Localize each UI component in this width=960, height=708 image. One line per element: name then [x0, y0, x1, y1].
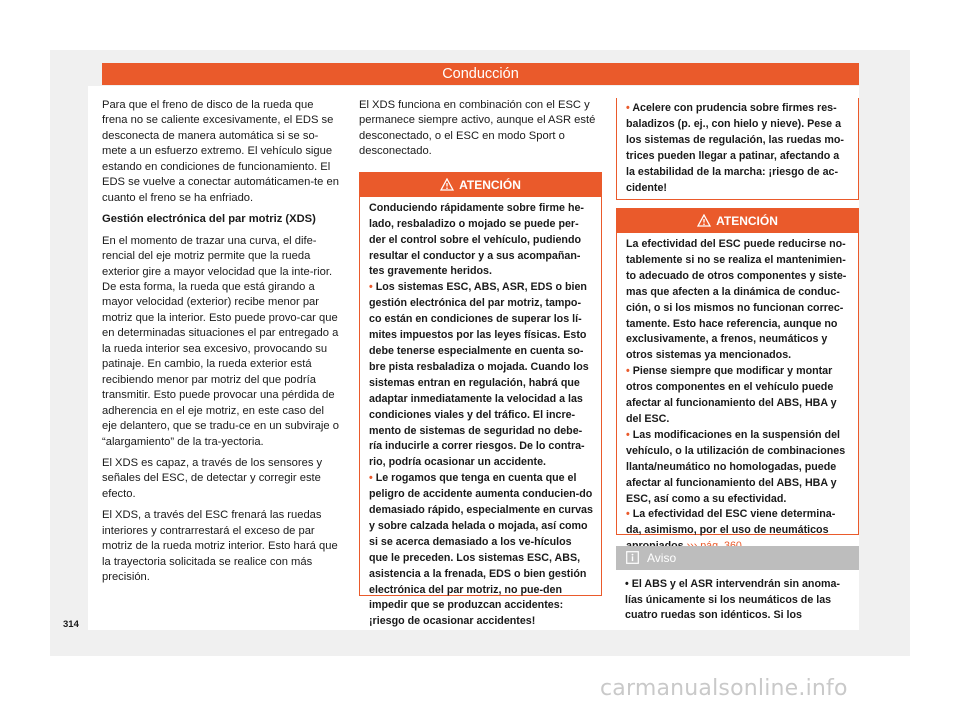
note-text: El ABS y el ASR intervendrán sin anoma-lías únicamente si los neumáticos de las cuatro ruedas son idénticos. Si los — [625, 578, 840, 621]
warning-box-continued — [616, 98, 859, 200]
warning-bullet-text: La efectividad del ESC viene determina-da, asimismo, por el uso de neumáticos — [626, 508, 836, 537]
warning-bullet — [626, 428, 850, 508]
note-box — [616, 546, 859, 630]
paragraph: El XDS es capaz, a través de los sensores y señales del ESC, de detectar y corregir este efecto. — [102, 456, 323, 500]
warning-triangle-icon — [697, 214, 711, 231]
bullet-icon: • — [626, 428, 633, 441]
note-title: Aviso — [647, 551, 677, 565]
warning-text: Conduciendo rápidamente sobre firme he-lado, resbaladizo o mojado se puede per-der el control sobre el vehículo, pudiendo resultar el conductor y a sus acompañan-tes gravemente heridos. — [369, 201, 584, 278]
paragraph: El XDS funciona en combinación con el ESC y permanece siempre activo, aunque el ASR esté desconectado, o el ESC en modo Sport o desconectado. — [359, 99, 596, 158]
warning-bullet-text: Le rogamos que tenga en cuenta que el peligro de accidente aumenta conducien-do demasiado rápido, especialmente en curvas y sobre calzada helada o mojada, así como si se acerca demasiado a los ve-hículos que le preceden. Los sistemas ESC, ABS, asistencia a la frenada, EDS o bien gestión electrónica del par motriz, no pue-den impedir que se produzcan accidentes: ¡riesgo de ocasionar accidentes! — [369, 472, 593, 628]
paragraph: En el momento de trazar una curva, el dife-rencial del eje motriz permite que la rueda exterior gire a mayor velocidad que la inte-rior. De esta forma, la rueda que está girando a mayor velocidad (exterior) recibe menor par motriz que la interior. Esto puede provo-car que en determinadas situaciones el par entregado a la rueda interior sea excesivo, provocando su patinaje. En cambio, la rueda exterior está recibiendo menor par motriz del que podría transmitir. Esto puede provocar una pérdida de adherencia en el eje motriz, en este caso del eje delantero, que se tradu-ce en un subviraje o “alargamiento” de la tra-yectoria. — [102, 234, 339, 448]
warning-triangle-icon — [440, 178, 454, 195]
bullet-icon: • — [369, 281, 376, 294]
warning-bullet-text: Las modificaciones en la suspensión del vehículo, o la utilización de combinaciones llanta/neumático no homologadas, puede afectar al funcionamiento del ABS, HBA y ESC, así como a su efectividad. — [626, 428, 846, 505]
bullet-icon: • — [625, 578, 632, 590]
bullet-icon: • — [626, 508, 633, 521]
warning-bullet-text: Acelere con prudencia sobre firmes res-baladizos (p. ej., con hielo y nieve). Pese a los sistemas de regulación, las ruedas mo-trices pueden llegar a patinar, afectando a la estabilidad de la marcha: ¡riesgo de ac-cidente! — [626, 102, 844, 194]
warning-bullet — [626, 364, 850, 428]
bullet-icon: • — [626, 102, 633, 114]
warning-body — [617, 98, 858, 202]
warning-bullet-text: Los sistemas ESC, ABS, ASR, EDS o bien gestión electrónica del par motriz, tampo-co están en condiciones de superar los lí-mites impuestos por las leyes físicas. Esto debe tenerse especialmente en cuenta so-bre pista resbaladiza o mojada. Cuando los sistemas entran en regulación, habrá que adaptar inmediatamente la velocidad a las condiciones viales y del tráfico. El incre-mento de sistemas de seguridad no debe-ría inducirle a correr riesgos. De lo contra-rio, podría ocasionar un accidente. — [369, 281, 589, 469]
paragraph: El XDS, a través del ESC frenará las ruedas interiores y contrarrestará el exceso de par motriz de la rueda motriz interior. Esto hará que la trayectoria solicitada se realice con más precisión. — [102, 509, 338, 584]
warning-title: ATENCIÓN — [716, 214, 778, 228]
note-body — [616, 570, 859, 631]
warning-body — [360, 197, 601, 636]
column-right — [616, 98, 859, 535]
bullet-icon: • — [626, 365, 633, 378]
paragraph: Para que el freno de disco de la rueda que frena no se caliente excesivamente, el EDS se desconecta de manera automática si se so-mete a un esfuerzo extremo. El vehículo sigue estando en condiciones de funcionamiento. El EDS se vuelve a conectar automáticamen-te en cuanto el freno se ha enfriado. — [102, 99, 339, 204]
warning-body — [617, 233, 858, 561]
bullet-icon: • — [369, 472, 376, 485]
column-middle — [359, 98, 602, 628]
warning-header — [360, 173, 601, 197]
info-icon — [626, 548, 639, 572]
page-number: 314 — [63, 619, 79, 630]
note-header — [616, 546, 859, 570]
warning-title: ATENCIÓN — [459, 177, 521, 192]
warning-bullet — [369, 280, 593, 471]
warning-box — [359, 172, 602, 628]
warning-bullet — [369, 471, 593, 630]
warning-bullet-text: Piense siempre que modificar y montar otros componentes en el vehículo puede afectar al funcionamiento del ABS, HBA y del ESC. — [626, 365, 837, 425]
section-header: Conducción — [102, 63, 859, 85]
watermark: carmanualsonline.info — [600, 676, 848, 701]
warning-text: La efectividad del ESC puede reducirse no-tablemente si no se realiza el mantenimien-to adecuado de otros componentes y siste-mas que afecten a la dinámica de conduc-ción, o si los mismos no funcionan correc-tamente. Esto hace referencia, aunque no exclusivamente, a frenos, neumáticos y otros sistemas ya mencionados. — [626, 238, 847, 362]
warning-box — [616, 208, 859, 535]
warning-bullet — [626, 101, 850, 196]
section-heading: Gestión electrónica del par motriz (XDS) — [102, 213, 316, 226]
column-left — [102, 98, 342, 592]
warning-header — [617, 209, 858, 233]
